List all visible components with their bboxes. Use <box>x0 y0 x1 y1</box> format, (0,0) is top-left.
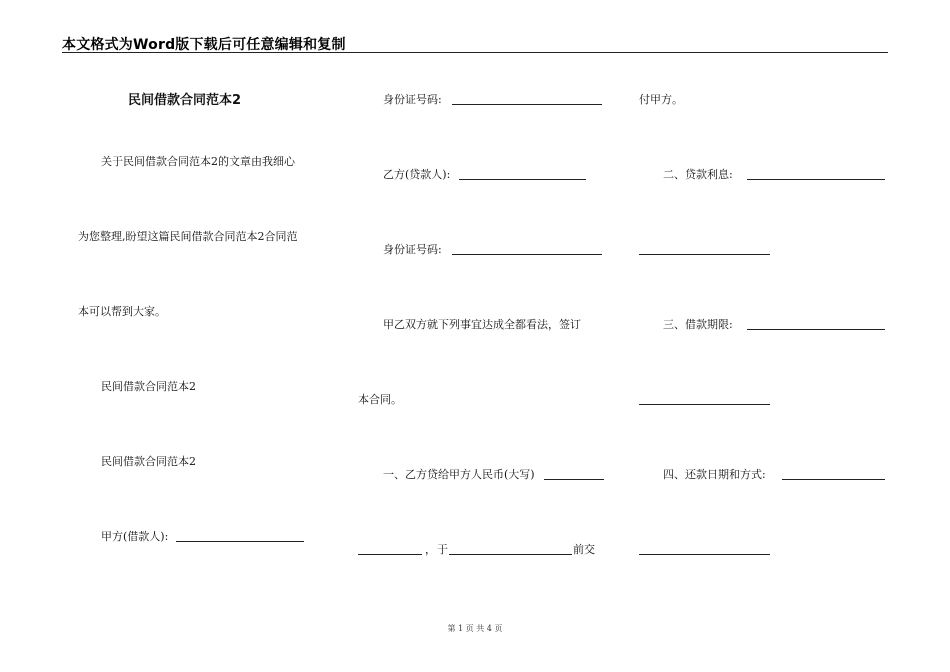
repay-blank <box>782 479 885 480</box>
interest-blank <box>747 179 885 180</box>
party-a-blank <box>176 541 304 542</box>
repay-blank-2 <box>639 554 770 555</box>
term-blank <box>747 329 885 330</box>
comma-text: ， <box>425 543 436 556</box>
interest-label: 二、贷款利息: <box>663 168 733 181</box>
pay-party-a-text: 付甲方。 <box>639 93 683 106</box>
agreement-line-2: 本合同。 <box>358 393 402 406</box>
intro-line-2: 为您整理,盼望这篇民间借款合同范本2合同范 <box>78 230 298 243</box>
subtitle-1: 民间借款合同范本2 <box>101 380 196 393</box>
yu-text: 于 <box>437 543 448 556</box>
amount-continue-blank <box>358 554 422 555</box>
term-label: 三、借款期限: <box>663 318 733 331</box>
id-number-blank-1 <box>452 104 602 105</box>
party-b-label: 乙方(贷款人): <box>383 168 451 181</box>
interest-blank-2 <box>639 254 770 255</box>
doc-title: 民间借款合同范本2 <box>128 93 242 108</box>
page-number: 第 1 页 共 4 页 <box>447 624 503 633</box>
document-header: 本文格式为Word版下载后可任意编辑和复制 <box>62 37 346 53</box>
intro-line-3: 本可以帮到大家。 <box>78 305 166 318</box>
party-b-blank <box>459 179 586 180</box>
party-a-label: 甲方(借款人): <box>101 530 169 543</box>
loan-amount-blank <box>544 479 604 480</box>
deliver-text: 前交 <box>573 543 595 556</box>
date-blank <box>449 554 572 555</box>
repay-label: 四、还款日期和方式: <box>663 468 766 481</box>
agreement-line-1: 甲乙双方就下列事宜达成全都看法，签订 <box>383 318 581 331</box>
intro-line-1: 关于民间借款合同范本2的文章由我细心 <box>101 155 295 168</box>
header-divider <box>62 52 888 53</box>
id-number-blank-2 <box>452 254 602 255</box>
term-blank-2 <box>639 404 770 405</box>
id-number-label-2: 身份证号码: <box>383 243 442 256</box>
loan-amount-label: 一、乙方贷给甲方人民币(大写) <box>383 468 535 481</box>
id-number-label-1: 身份证号码: <box>383 93 442 106</box>
subtitle-2: 民间借款合同范本2 <box>101 455 196 468</box>
